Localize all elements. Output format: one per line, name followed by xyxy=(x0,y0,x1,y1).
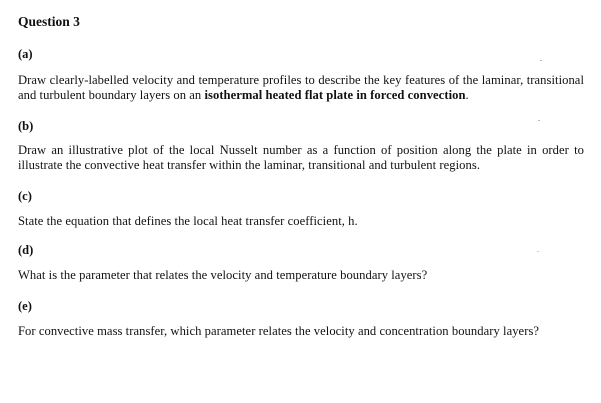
part-a-text xyxy=(18,73,584,102)
part-c-text: State the equation that defines the local heat transfer coefficient, h. xyxy=(18,214,358,228)
part-a-text-bold: isothermal heated flat plate in forced convection xyxy=(204,87,466,102)
part-d-text: What is the parameter that relates the velocity and temperature boundary layers? xyxy=(18,268,428,282)
question-title: Question 3 xyxy=(18,14,80,29)
scan-speck xyxy=(540,60,542,61)
part-d-label: (d) xyxy=(18,243,34,257)
part-b-label: (b) xyxy=(18,119,34,133)
scan-speck xyxy=(537,251,539,252)
part-a-label: (a) xyxy=(18,47,33,61)
part-b-text: Draw an illustrative plot of the local Nusselt number as a function of position along the plate in order to illustrate the convective heat transfer within the laminar, transitional and turbulent regions. xyxy=(18,143,584,172)
part-e-text: For convective mass transfer, which parameter relates the velocity and concentration boundary layers? xyxy=(18,324,540,338)
part-a-text-end: . xyxy=(465,87,469,102)
part-e-label: (e) xyxy=(18,299,32,313)
part-a-text-start: Draw clearly-labelled velocity and temperature profiles to describe the key features of the laminar, transitional and turbulent boundary layers on an xyxy=(18,73,584,102)
part-c-label: (c) xyxy=(18,189,32,203)
scan-speck xyxy=(538,120,540,121)
